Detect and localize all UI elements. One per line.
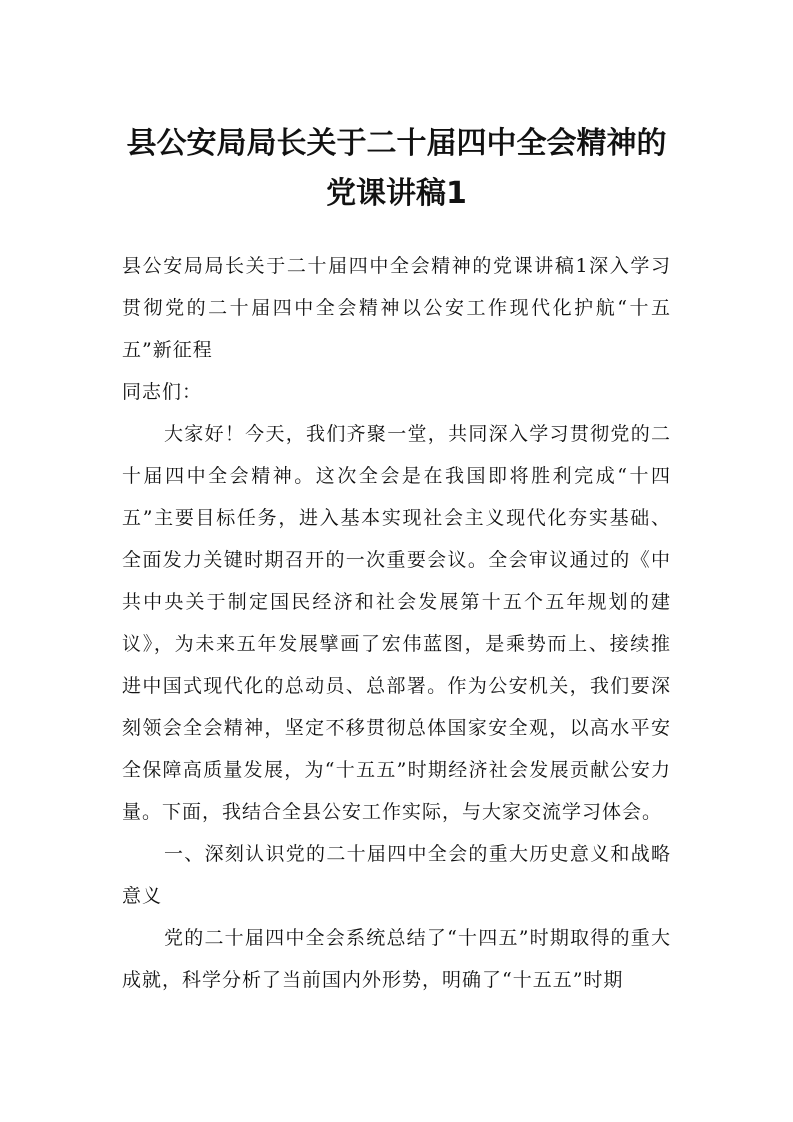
document-body	[122, 245, 671, 1001]
intro-paragraph: 县公安局局长关于二十届四中全会精神的党课讲稿1深入学习贯彻党的二十届四中全会精神以公安工作现代化护航“十五五”新征程	[122, 255, 671, 361]
document-title-line-1: 县公安局局长关于二十届四中全会精神的	[126, 126, 667, 161]
section-1-paragraph: 党的二十届四中全会系统总结了“十四五”时期取得的重大成就，科学分析了当前国内外形势，明确了“十五五”时期	[122, 927, 671, 991]
section-heading-1: 一、深刻认识党的二十届四中全会的重大历史意义和战略意义	[122, 843, 671, 907]
document-title-line-2: 党课讲稿1	[326, 176, 467, 211]
opening-paragraph: 大家好！今天，我们齐聚一堂，共同深入学习贯彻党的二十届四中全会精神。这次全会是在我国即将胜利完成“十四五”主要目标任务，进入基本实现社会主义现代化夯实基础、全面发力关键时期召开的一次重要会议。全会审议通过的《中共中央关于制定国民经济和社会发展第十五个五年规划的建议》，为未来五年发展擘画了宏伟蓝图，是乘势而上、接续推进中国式现代化的总动员、总部署。作为公安机关，我们要深刻领会全会精神，坚定不移贯彻总体国家安全观，以高水平安全保障高质量发展，为“十五五”时期经济社会发展贡献公安力量。下面，我结合全县公安工作实际，与大家交流学习体会。	[122, 423, 671, 823]
salutation: 同志们：	[122, 381, 203, 403]
